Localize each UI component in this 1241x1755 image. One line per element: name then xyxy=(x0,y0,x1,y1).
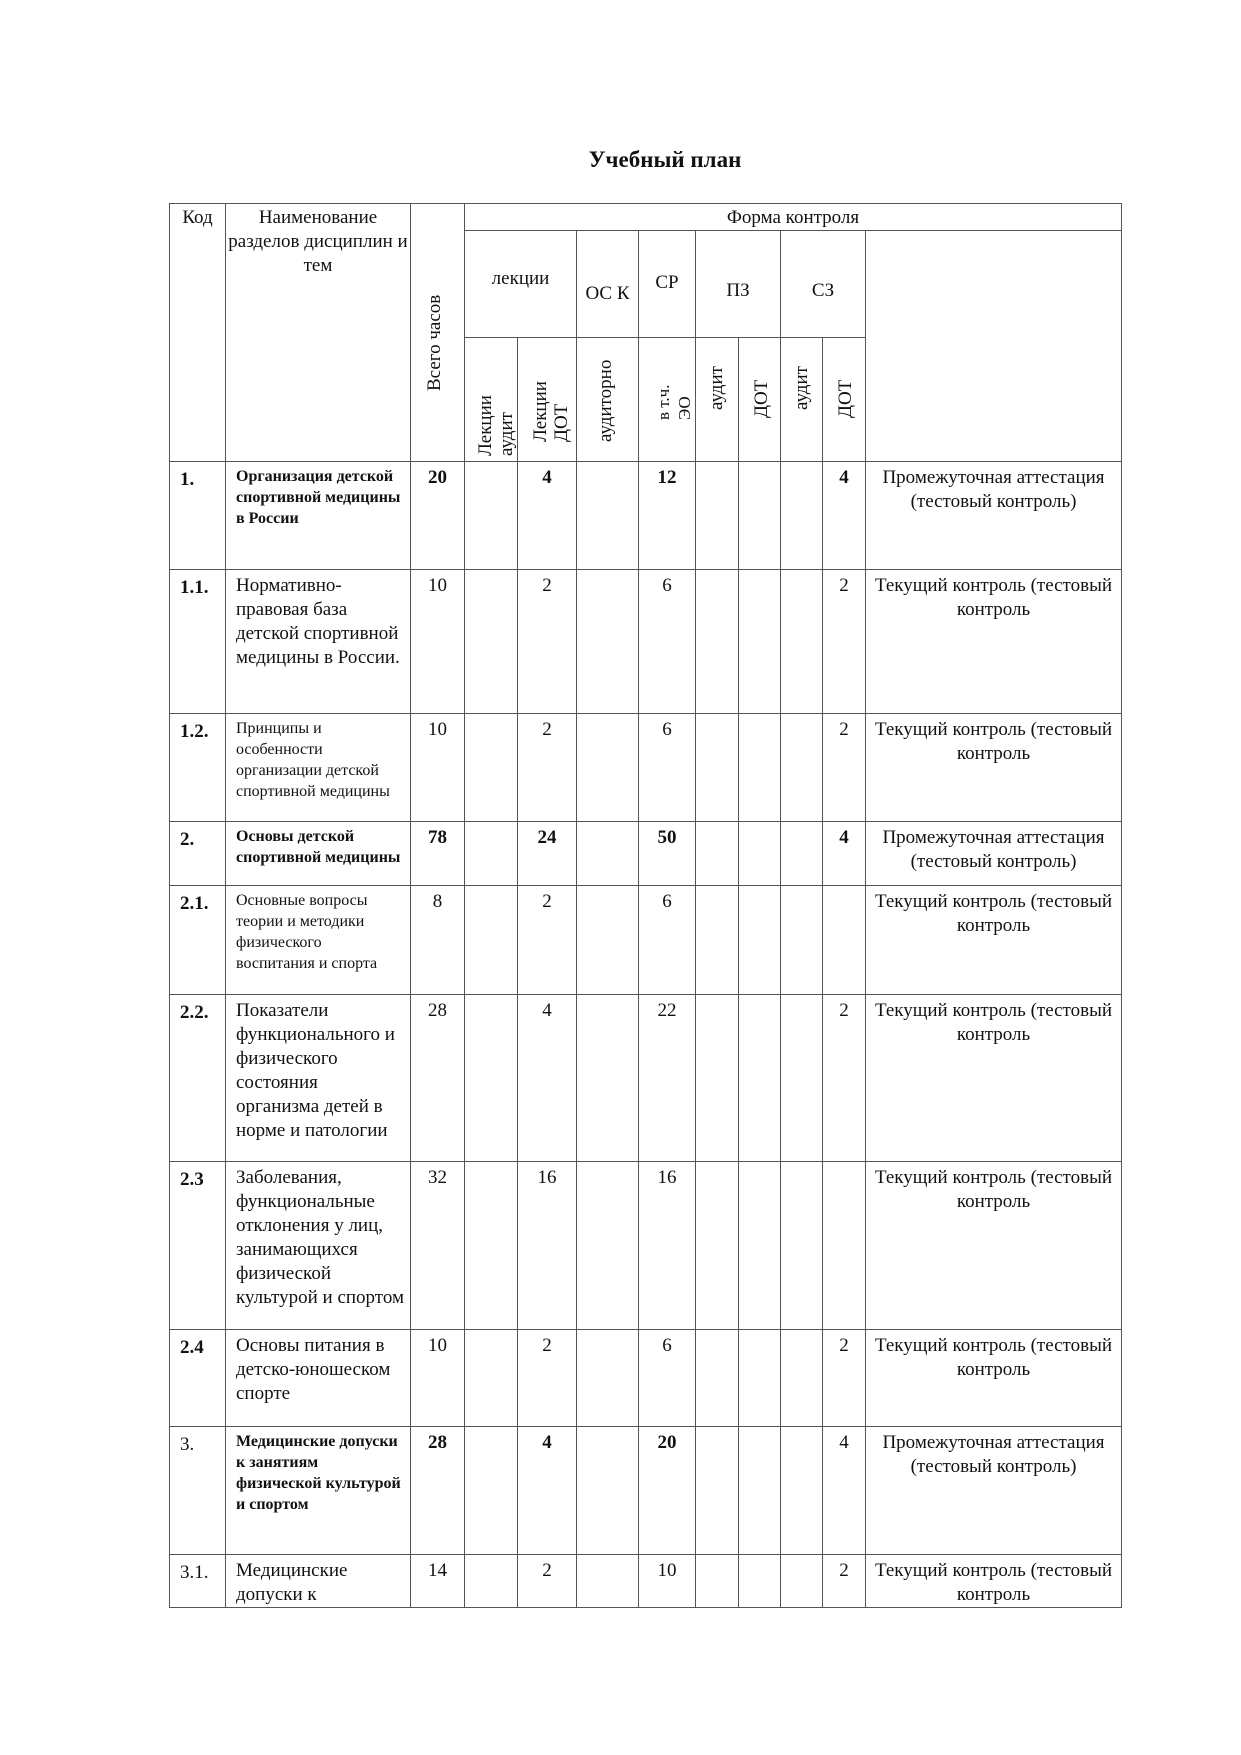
row-code: 2.1. xyxy=(170,886,226,995)
row-total: 28 xyxy=(411,1427,465,1555)
row-lect-aud xyxy=(465,714,518,822)
row-osk xyxy=(577,570,639,714)
row-lect-dot: 2 xyxy=(518,714,577,822)
row-pz-dot xyxy=(739,886,781,995)
row-lect-dot: 16 xyxy=(518,1162,577,1330)
header-lect-aud xyxy=(465,338,518,462)
row-pz-aud xyxy=(696,570,739,714)
row-osk xyxy=(577,1162,639,1330)
row-code: 1.2. xyxy=(170,714,226,822)
row-pz-aud xyxy=(696,822,739,886)
row-sz-aud xyxy=(781,886,823,995)
row-control: Промежуточная аттестация (тестовый контроль) xyxy=(866,462,1122,570)
table-row xyxy=(170,822,1122,886)
row-code: 3. xyxy=(170,1427,226,1555)
row-code: 2. xyxy=(170,822,226,886)
row-osk xyxy=(577,1555,639,1608)
row-sz-dot: 2 xyxy=(823,995,866,1162)
row-sz-dot: 4 xyxy=(823,1427,866,1555)
header-sr-eo xyxy=(639,338,696,462)
header-lectures: лекции xyxy=(465,231,577,338)
row-sz-aud xyxy=(781,570,823,714)
row-lect-dot: 2 xyxy=(518,570,577,714)
header-code: Код xyxy=(170,204,226,462)
header-total-text: Всего часов xyxy=(424,294,445,391)
row-lect-aud xyxy=(465,1162,518,1330)
header-sz-aud xyxy=(781,338,823,462)
row-sz-aud xyxy=(781,1555,823,1608)
row-sz-dot: 2 xyxy=(823,1555,866,1608)
row-total: 8 xyxy=(411,886,465,995)
row-name: Показатели функционального и физического состояния организма детей в норме и патологии xyxy=(226,995,411,1162)
row-control: Текущий контроль (тестовый контроль xyxy=(866,714,1122,822)
table-row xyxy=(170,570,1122,714)
header-sr-eo-text: в т.ч. ЭО xyxy=(654,384,694,420)
row-total: 78 xyxy=(411,822,465,886)
row-pz-aud xyxy=(696,714,739,822)
table-row xyxy=(170,714,1122,822)
row-total: 10 xyxy=(411,714,465,822)
header-sz-aud-text: аудит xyxy=(791,366,812,410)
row-code: 1. xyxy=(170,462,226,570)
row-pz-dot xyxy=(739,570,781,714)
header-lect-aud-text: Лекции аудит xyxy=(475,395,517,456)
row-sz-aud xyxy=(781,1162,823,1330)
row-lect-aud xyxy=(465,1427,518,1555)
row-control: Текущий контроль (тестовый контроль xyxy=(866,1330,1122,1427)
row-lect-dot: 2 xyxy=(518,1330,577,1427)
row-total: 32 xyxy=(411,1162,465,1330)
row-control: Промежуточная аттестация (тестовый контроль) xyxy=(866,1427,1122,1555)
row-osk xyxy=(577,1427,639,1555)
table-row xyxy=(170,1162,1122,1330)
row-pz-dot xyxy=(739,1555,781,1608)
row-code: 3.1. xyxy=(170,1555,226,1608)
row-pz-aud xyxy=(696,462,739,570)
header-osk-aud xyxy=(577,338,639,462)
row-lect-dot: 4 xyxy=(518,462,577,570)
row-sr: 12 xyxy=(639,462,696,570)
row-osk xyxy=(577,886,639,995)
header-pz-dot-text: ДОТ xyxy=(751,379,772,418)
header-pz: ПЗ xyxy=(696,231,781,338)
row-pz-dot xyxy=(739,714,781,822)
row-sr: 6 xyxy=(639,570,696,714)
table-row xyxy=(170,995,1122,1162)
row-name: Основы питания в детско-юношеском спорте xyxy=(226,1330,411,1427)
row-pz-aud xyxy=(696,1162,739,1330)
table-row xyxy=(170,462,1122,570)
row-lect-aud xyxy=(465,822,518,886)
header-sr: СР xyxy=(639,231,696,338)
row-sr: 6 xyxy=(639,1330,696,1427)
header-pz-dot xyxy=(739,338,781,462)
row-lect-dot: 2 xyxy=(518,1555,577,1608)
row-total: 10 xyxy=(411,1330,465,1427)
row-lect-aud xyxy=(465,1330,518,1427)
table-row xyxy=(170,1555,1122,1608)
row-osk xyxy=(577,714,639,822)
row-name: Нормативно-правовая база детской спортивной медицины в России. xyxy=(226,570,411,714)
row-pz-dot xyxy=(739,822,781,886)
row-sz-dot xyxy=(823,1162,866,1330)
row-control: Промежуточная аттестация (тестовый контроль) xyxy=(866,822,1122,886)
row-sz-dot: 2 xyxy=(823,570,866,714)
row-code: 1.1. xyxy=(170,570,226,714)
header-control-blank xyxy=(866,231,1122,462)
header-sz: СЗ xyxy=(781,231,866,338)
header-pz-aud-text: аудит xyxy=(706,366,727,410)
row-osk xyxy=(577,462,639,570)
page-title: Учебный план xyxy=(588,147,742,172)
row-code: 2.3 xyxy=(170,1162,226,1330)
row-name: Принципы и особенности организации детской спортивной медицины xyxy=(226,714,411,822)
row-osk xyxy=(577,822,639,886)
row-pz-dot xyxy=(739,1427,781,1555)
row-pz-aud xyxy=(696,1555,739,1608)
row-sz-dot xyxy=(823,886,866,995)
header-lect-dot xyxy=(518,338,577,462)
row-pz-dot xyxy=(739,1330,781,1427)
row-sz-aud xyxy=(781,995,823,1162)
row-sz-dot: 2 xyxy=(823,714,866,822)
row-pz-dot xyxy=(739,462,781,570)
row-sz-aud xyxy=(781,714,823,822)
row-total: 14 xyxy=(411,1555,465,1608)
row-osk xyxy=(577,995,639,1162)
row-total: 10 xyxy=(411,570,465,714)
row-lect-aud xyxy=(465,1555,518,1608)
row-sz-dot: 2 xyxy=(823,1330,866,1427)
header-osk-aud-text: аудиторно xyxy=(595,359,616,442)
row-total: 20 xyxy=(411,462,465,570)
row-lect-aud xyxy=(465,886,518,995)
row-name: Организация детской спортивной медицины в России xyxy=(226,462,411,570)
row-pz-aud xyxy=(696,886,739,995)
row-lect-aud xyxy=(465,462,518,570)
row-lect-dot: 24 xyxy=(518,822,577,886)
row-control: Текущий контроль (тестовый контроль xyxy=(866,886,1122,995)
row-name: Медицинские допуски к занятиям физической культурой и спортом xyxy=(226,1427,411,1555)
header-sz-dot-text: ДОТ xyxy=(835,379,856,418)
row-control: Текущий контроль (тестовый контроль xyxy=(866,1555,1122,1608)
header-name: Наименование разделов дисциплин и тем xyxy=(226,204,411,462)
table-row xyxy=(170,1330,1122,1427)
row-sz-aud xyxy=(781,1330,823,1427)
row-pz-dot xyxy=(739,1162,781,1330)
row-sr: 16 xyxy=(639,1162,696,1330)
header-form: Форма контроля xyxy=(465,204,1122,231)
row-name: Основные вопросы теории и методики физического воспитания и спорта xyxy=(226,886,411,995)
row-lect-dot: 2 xyxy=(518,886,577,995)
row-sz-aud xyxy=(781,822,823,886)
row-lect-dot: 4 xyxy=(518,1427,577,1555)
row-sz-aud xyxy=(781,462,823,570)
header-osk: ОС К xyxy=(577,231,639,338)
row-sr: 50 xyxy=(639,822,696,886)
row-name: Заболевания, функциональные отклонения у лиц, занимающихся физической культурой и спортом xyxy=(226,1162,411,1330)
header-sz-dot xyxy=(823,338,866,462)
row-name: Медицинские допуски к xyxy=(226,1555,411,1608)
row-pz-aud xyxy=(696,1330,739,1427)
table-row xyxy=(170,886,1122,995)
row-control: Текущий контроль (тестовый контроль xyxy=(866,570,1122,714)
row-sz-aud xyxy=(781,1427,823,1555)
table-row xyxy=(170,1427,1122,1555)
row-control: Текущий контроль (тестовый контроль xyxy=(866,1162,1122,1330)
row-lect-dot: 4 xyxy=(518,995,577,1162)
curriculum-table xyxy=(169,203,1122,1608)
row-lect-aud xyxy=(465,570,518,714)
row-code: 2.2. xyxy=(170,995,226,1162)
row-sr: 10 xyxy=(639,1555,696,1608)
row-sz-dot: 4 xyxy=(823,822,866,886)
row-sz-dot: 4 xyxy=(823,462,866,570)
row-sr: 20 xyxy=(639,1427,696,1555)
row-control: Текущий контроль (тестовый контроль xyxy=(866,995,1122,1162)
header-total xyxy=(411,204,465,462)
row-code: 2.4 xyxy=(170,1330,226,1427)
row-sr: 22 xyxy=(639,995,696,1162)
row-osk xyxy=(577,1330,639,1427)
row-sr: 6 xyxy=(639,886,696,995)
row-lect-aud xyxy=(465,995,518,1162)
header-lect-dot-text: Лекции ДОТ xyxy=(530,381,572,442)
row-name: Основы детской спортивной медицины xyxy=(226,822,411,886)
header-pz-aud xyxy=(696,338,739,462)
row-pz-dot xyxy=(739,995,781,1162)
row-pz-aud xyxy=(696,995,739,1162)
row-total: 28 xyxy=(411,995,465,1162)
row-pz-aud xyxy=(696,1427,739,1555)
row-sr: 6 xyxy=(639,714,696,822)
